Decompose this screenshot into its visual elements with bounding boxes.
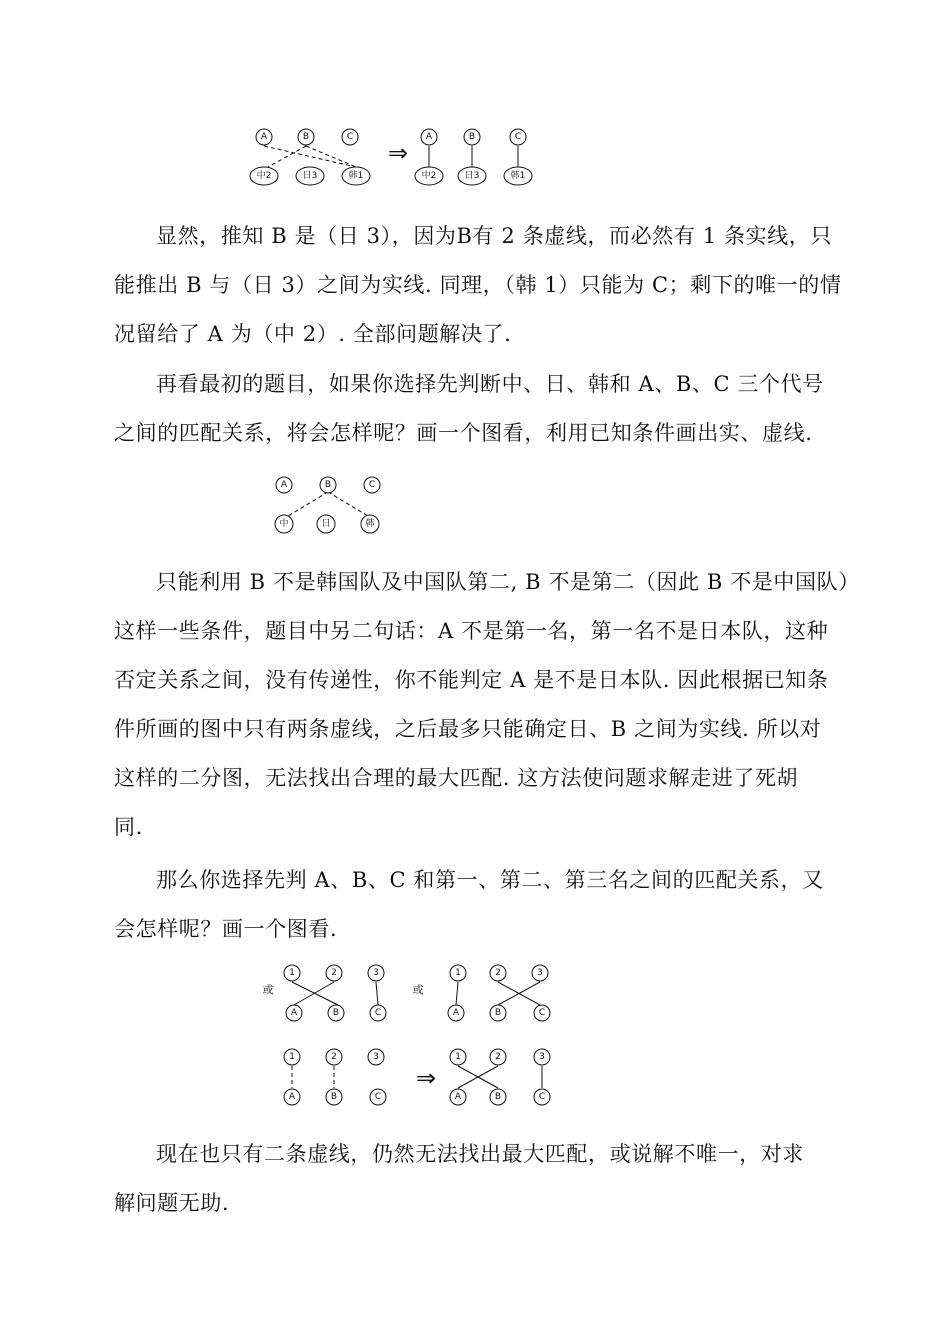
paragraph-1-line-1: 显然，推知 B 是（日 3），因为B有 2 条虚线，而必然有 1 条实线，只 — [156, 224, 832, 248]
paragraph-5-line-2: 解问题无助. — [114, 1191, 230, 1215]
node-B-label: B — [494, 1092, 502, 1102]
paragraph-3-line-2: 这样一些条件，题目中另二句话：A 不是第一名，第一名不是日本队，这种 — [114, 619, 829, 643]
node-C-label: C — [538, 1092, 546, 1102]
edge-3-C — [376, 982, 378, 1005]
node-A-label: A — [260, 132, 268, 142]
node-B-label: B — [302, 132, 310, 142]
node-han1-result-label: 韩1 — [510, 171, 526, 181]
node-zhong2-result-label: 中2 — [421, 171, 437, 181]
node-C-label: C — [346, 132, 354, 142]
node-1-label: 1 — [289, 1052, 295, 1062]
node-A-label: A — [454, 1092, 462, 1102]
node-3-label: 3 — [539, 1052, 545, 1062]
figure-1-matching-diagram — [240, 120, 550, 195]
node-B-label: B — [494, 1008, 502, 1018]
node-zhong2-label: 中2 — [256, 171, 272, 181]
node-1-label: 1 — [455, 968, 461, 978]
node-B-label: B — [332, 1008, 340, 1018]
paragraph-1 — [114, 212, 842, 359]
node-A-label: A — [280, 480, 288, 490]
node-A-label: A — [290, 1008, 298, 1018]
paragraph-2-line-1: 再看最初的题目，如果你选择先判断中、日、韩和 A、B、C 三个代号 — [156, 372, 824, 396]
paragraph-3-line-5: 这样的二分图，无法找出合理的最大匹配. 这方法使问题求解走进了死胡 — [114, 766, 799, 790]
node-C-label: C — [368, 480, 376, 490]
dash-B-zhong — [288, 492, 328, 516]
side-label-2: 或 — [412, 983, 424, 997]
node-A-result-label: A — [425, 132, 433, 142]
paragraph-5-line-1: 现在也只有二条虚线，仍然无法找出最大匹配，或说解不唯一，对求 — [156, 1142, 804, 1166]
node-han1-label: 韩1 — [348, 171, 364, 181]
dash-B-han — [328, 492, 368, 516]
node-3-label: 3 — [373, 1052, 379, 1062]
node-A-label: A — [288, 1092, 296, 1102]
node-ri-label: 日 — [321, 519, 331, 529]
node-1-label: 1 — [289, 968, 295, 978]
figure-2-country-diagram — [270, 474, 390, 536]
implies-arrow: ⇒ — [387, 139, 409, 167]
paragraph-1-line-3: 况留给了 A 为（中 2）. 全部问题解决了. — [114, 322, 512, 346]
node-C-label: C — [374, 1092, 382, 1102]
paragraph-3-line-3: 否定关系之间，没有传递性，你不能判定 A 是不是日本队. 因此根据已知条 — [114, 668, 829, 692]
node-3-label: 3 — [537, 968, 543, 978]
node-C-label: C — [374, 1008, 382, 1018]
paragraph-5 — [114, 1130, 836, 1228]
node-B-label: B — [324, 480, 332, 490]
paragraph-4-line-1: 那么你选择先判 A、B、C 和第一、第二、第三名之间的匹配关系，又 — [156, 868, 824, 892]
implies-arrow: ⇒ — [415, 1064, 437, 1092]
node-1-label: 1 — [455, 1052, 461, 1062]
node-ri3-label: 日3 — [302, 171, 318, 181]
node-C-result-label: C — [514, 132, 522, 142]
dash-B-zhong — [268, 146, 306, 167]
node-2-label: 2 — [495, 968, 501, 978]
paragraph-3-line-6: 同. — [114, 815, 143, 839]
paragraph-3-line-4: 件所画的图中只有两条虚线，之后最多只能确定日、B 之间为实线. 所以对 — [114, 717, 822, 741]
node-B-result-label: B — [468, 132, 476, 142]
paragraph-4 — [114, 856, 836, 954]
paragraph-3-line-1: 只能利用 B 不是韩国队及中国队第二, B 不是第二（因此 B 不是中国队） — [156, 570, 860, 594]
node-B-label: B — [330, 1092, 338, 1102]
node-A-label: A — [452, 1008, 460, 1018]
node-C-label: C — [538, 1008, 546, 1018]
side-label-1: 或 — [262, 983, 274, 997]
dash-B-han — [306, 146, 356, 167]
node-2-label: 2 — [331, 968, 337, 978]
paragraph-1-line-2: 能推出 B 与（日 3）之间为实线. 同理，（韩 1）只能为 C；剩下的唯一的情 — [114, 273, 842, 297]
paragraph-4-line-2: 会怎样呢？画一个图看. — [114, 917, 338, 941]
dash-A-han — [264, 146, 356, 167]
node-ri3-result-label: 日3 — [464, 171, 480, 181]
node-3-label: 3 — [373, 968, 379, 978]
node-han-label: 韩 — [365, 519, 375, 529]
figure-3-ranking-diagrams — [258, 960, 564, 1110]
node-2-label: 2 — [495, 1052, 501, 1062]
paragraph-3 — [114, 558, 860, 852]
node-zhong-label: 中 — [279, 519, 289, 529]
edge-1-A — [456, 982, 458, 1005]
node-2-label: 2 — [331, 1052, 337, 1062]
paragraph-2-line-2: 之间的匹配关系，将会怎样呢？画一个图看，利用已知条件画出实、虚线. — [114, 421, 813, 445]
paragraph-2 — [114, 360, 836, 458]
